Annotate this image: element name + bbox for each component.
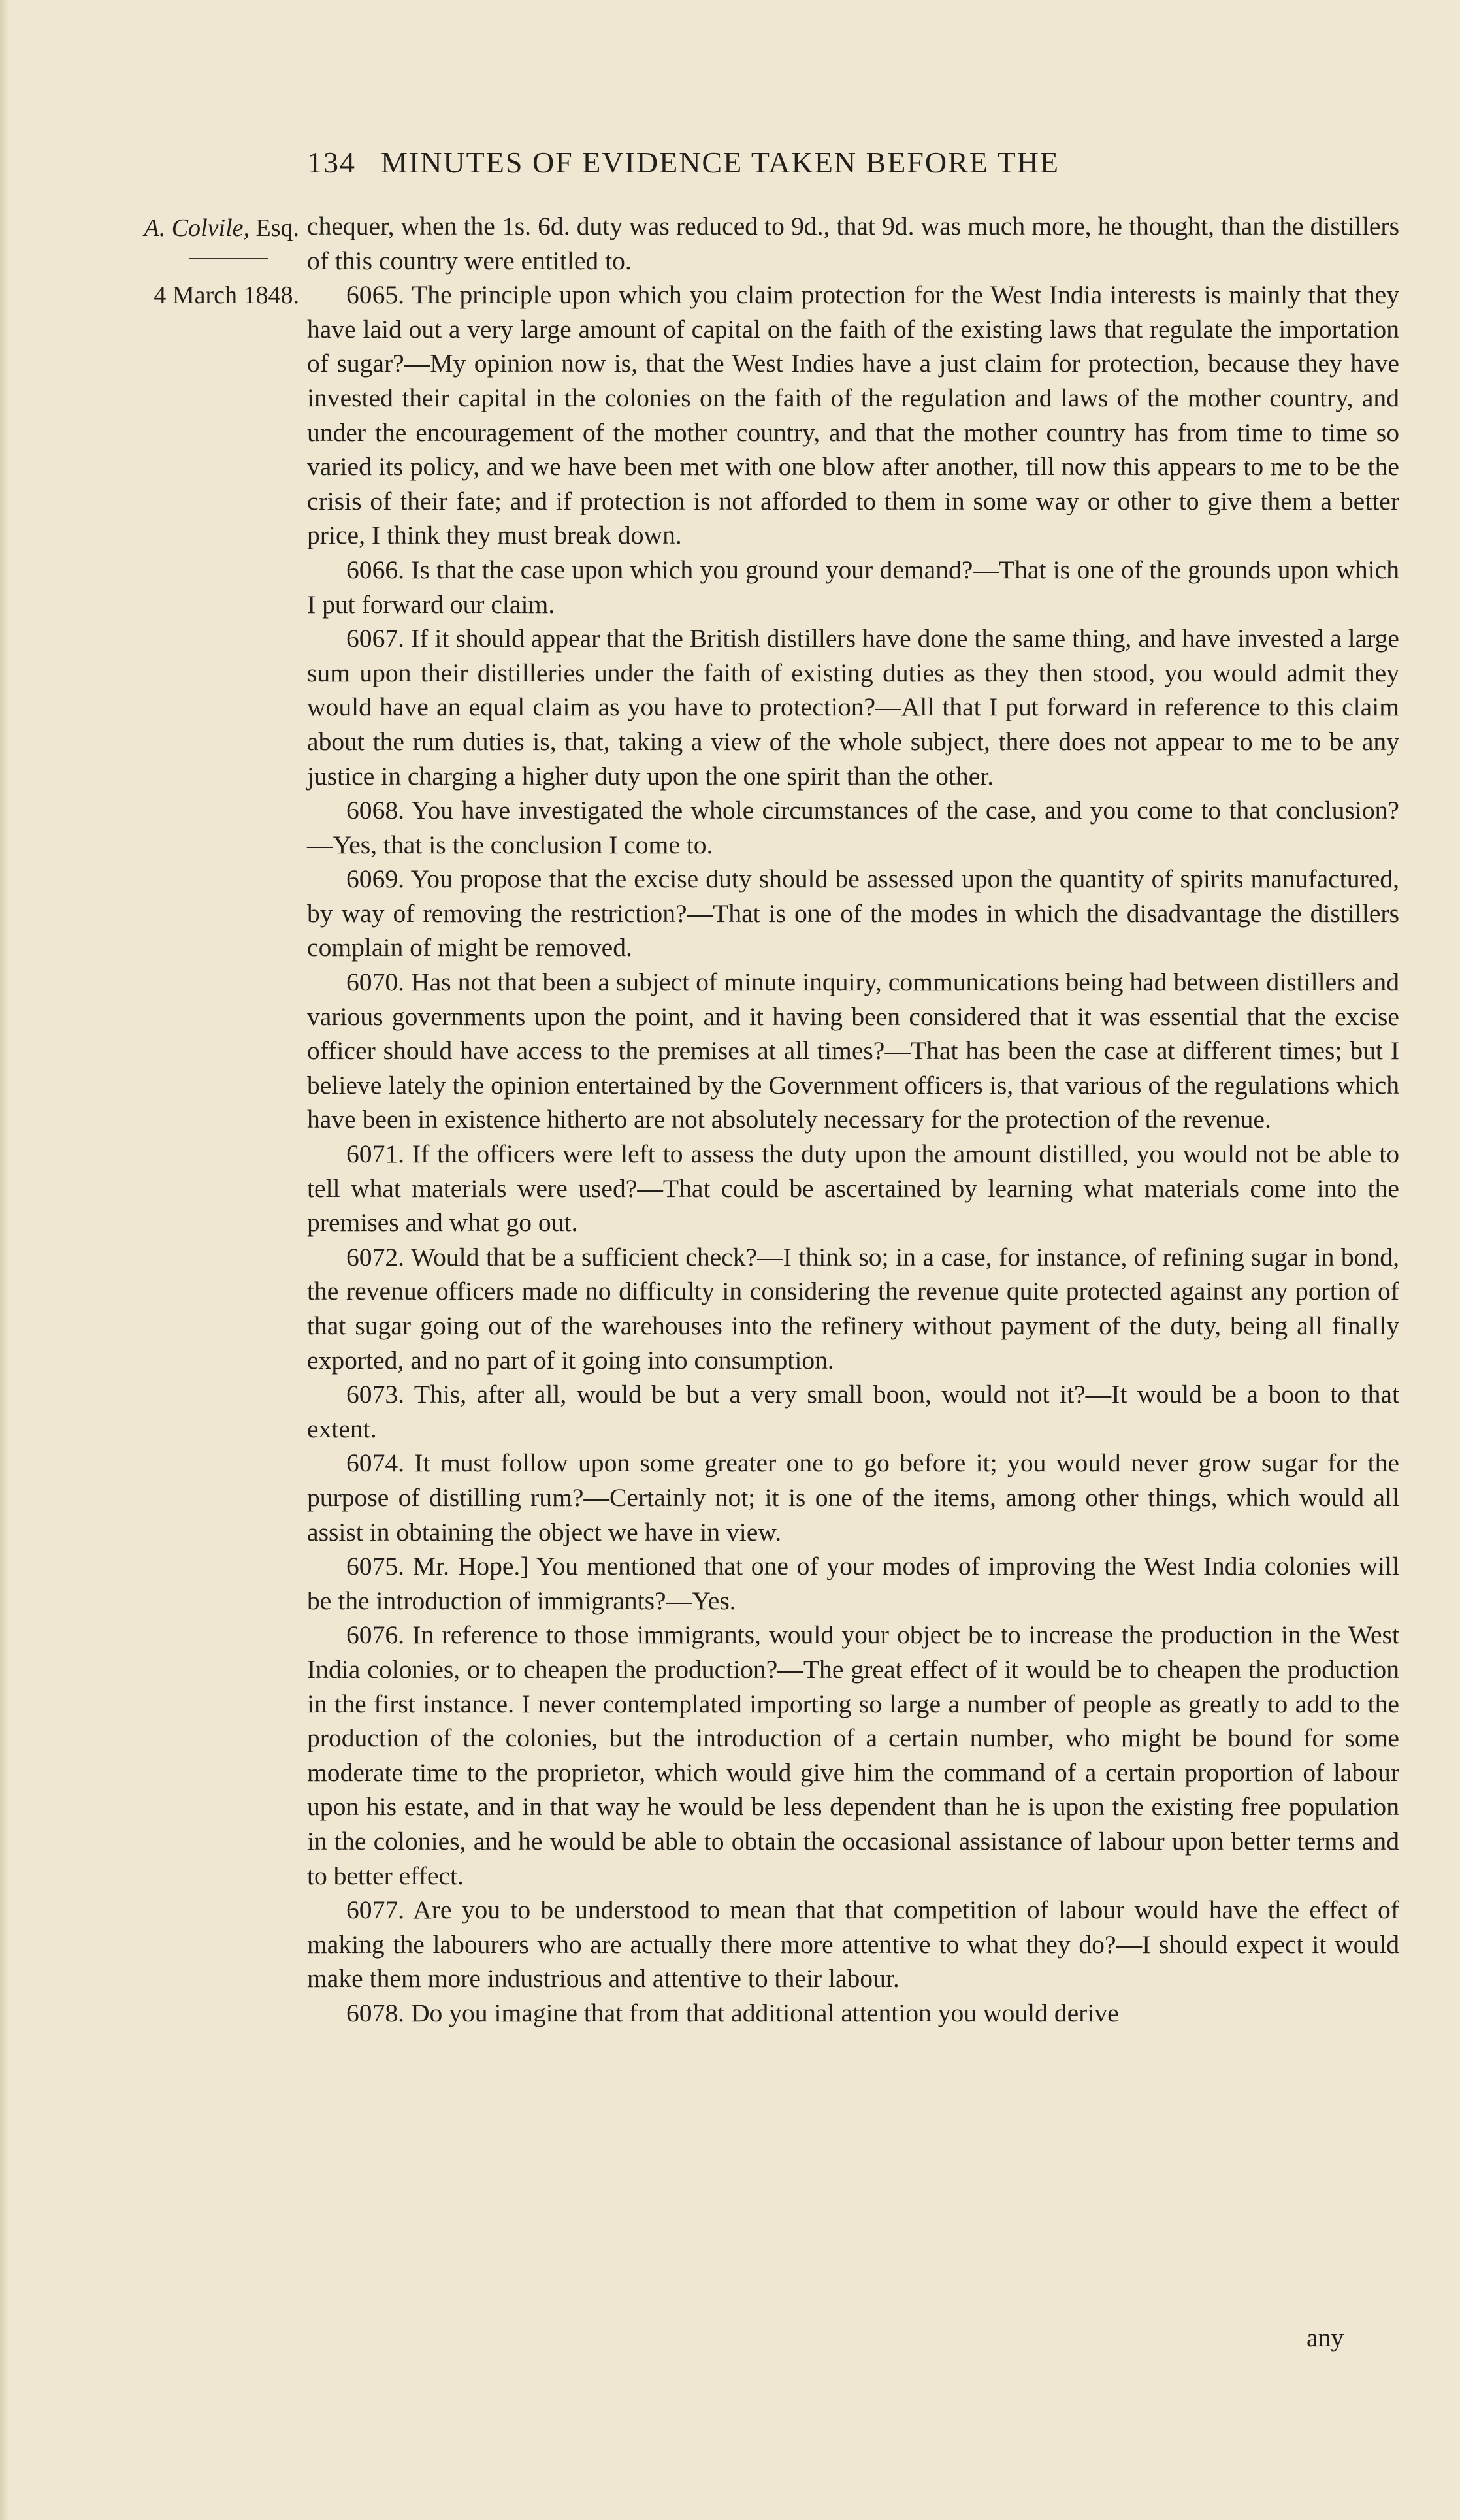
paragraph-6071: 6071. If the officers were left to assess the duty upon the amount distilled, you would not be able to tell what materials were used?—That could be ascertained by learning what materials come into the premises and what go out. [307, 1139, 1399, 1237]
paragraph-6068: 6068. You have investigated the whole circumstances of the case, and you come to that conclusion?—Yes, that is the conclusion I come to. [307, 796, 1399, 859]
paragraph-6073: 6073. This, after all, would be but a very small boon, would not it?—It would be a boon to that extent. [307, 1380, 1399, 1443]
paragraph-continued: chequer, when the 1s. 6d. duty was reduced to 9d., that 9d. was much more, he thought, than the distillers of this country were entitled to. [307, 212, 1399, 275]
body-text [307, 209, 1399, 2030]
catchword: any [1306, 2323, 1344, 2352]
paragraph-6076: 6076. In reference to those immigrants, would your object be to increase the production in the West India colonies, or to cheapen the production?—The great effect of it would be to cheapen the production in the first instance. I never contemplated importing so large a number of people as greatly to add to the production of the colonies, but the introduction of a certain number, who might be bound for some moderate time to the proprietor, which would give him the command of a certain proportion of labour upon his estate, and in that way he would be less dependent than he is upon the existing free population in the colonies, and he would be able to obtain the occasional assistance of labour upon better terms and to better effect. [307, 1620, 1399, 1890]
margin-rule [189, 258, 268, 259]
paragraph-6066: 6066. Is that the case upon which you ground your demand?—That is one of the grounds upon which I put forward our claim. [307, 555, 1399, 619]
paragraph-6075: 6075. Mr. Hope.] You mentioned that one of your modes of improving the West India colonies will be the introduction of immigrants?—Yes. [307, 1552, 1399, 1615]
paragraph-6074: 6074. It must follow upon some greater one to go before it; you would never grow sugar for the purpose of distilling rum?—Certainly not; it is one of the items, among other things, which would all assist in obtaining the object we have in view. [307, 1448, 1399, 1546]
paragraph-6065: 6065. The principle upon which you claim protection for the West India interests is mainly that they have laid out a very large amount of capital on the faith of the existing laws that regulate the importation of sugar?—My opinion now is, that the West Indies have a just claim for protection, because they have invested their capital in the colonies on the faith of the regulation and laws of the mother country, and under the encouragement of the mother country, and that the mother country has from time to time so varied its policy, and we have been met with one blow after another, till now this appears to me to be the crisis of their fate; and if protection is not afforded to them in some way or other to give them a better price, I think they must break down. [307, 280, 1399, 550]
running-header [307, 145, 1287, 180]
page-edge-shadow [0, 0, 9, 2520]
date-margin-note: 4 March 1848. [154, 282, 299, 309]
witness-suffix: Esq. [255, 214, 299, 242]
paragraph-6067: 6067. If it should appear that the British distillers have done the same thing, and have invested a large sum upon their distilleries under the faith of existing duties as they then stood, you would admit they would have an equal claim as you have to protection?—All that I put forward in reference to this claim about the rum duties is, that, taking a view of the whole subject, there does not appear to me to be any justice in charging a higher duty upon the one spirit than the other. [307, 624, 1399, 791]
page-number: 134 [307, 146, 356, 179]
paragraph-6069: 6069. You propose that the excise duty should be assessed upon the quantity of spirits manufactured, by way of removing the restriction?—That is one of the modes in which the disadvantage the distillers complain of might be removed. [307, 864, 1399, 962]
witness-margin-note [103, 214, 299, 242]
paragraph-6078: 6078. Do you imagine that from that additional attention you would derive [346, 1998, 1119, 2027]
paragraph-6072: 6072. Would that be a sufficient check?—I think so; in a case, for instance, of refining sugar in bond, the revenue officers made no difficulty in considering the revenue quite protected against any portion of that sugar going out of the warehouses into the refinery without payment of the duty, being all finally exported, and no part of it going into consumption. [307, 1242, 1399, 1375]
running-title: MINUTES OF EVIDENCE TAKEN BEFORE THE [381, 146, 1060, 179]
witness-name: A. Colvile, [144, 214, 250, 242]
paragraph-6077: 6077. Are you to be understood to mean that that competition of labour would have the effect of making the labourers who are actually there more attentive to what they do?—I should expect it would make them more industrious and attentive to their labour. [307, 1895, 1399, 1993]
paragraph-6070: 6070. Has not that been a subject of minute inquiry, communications being had between distillers and various governments upon the point, and it having been considered that it was essential that the excise officer should have access to the premises at all times?—That has been the case at different times; but I believe lately the opinion entertained by the Government officers is, that various of the regulations which have been in existence hitherto are not absolutely necessary for the protection of the revenue. [307, 968, 1399, 1134]
